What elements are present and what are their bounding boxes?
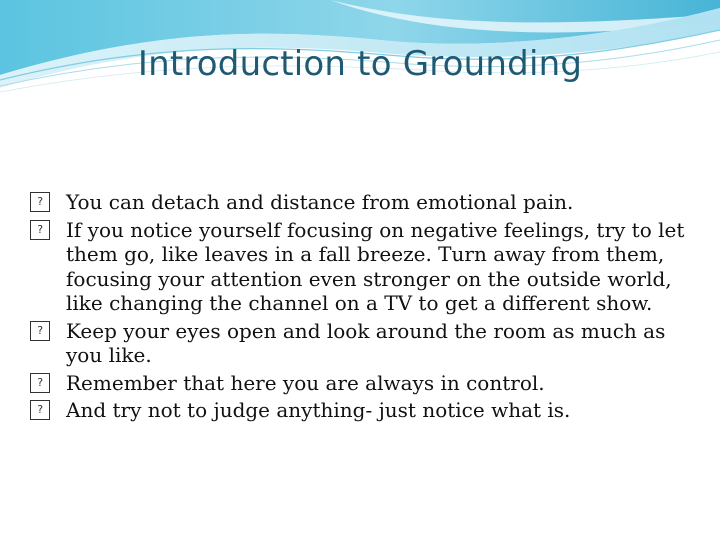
bullet-text: If you notice yourself focusing on negative feelings, try to let them go, like leaves in a fall breeze. Turn away from them, focusing your attention even stronger on the outside world, like changing the channel on a TV to get a different show. (66, 217, 685, 315)
bullet-item (30, 218, 700, 316)
bullet-text: And try not to judge anything- just notice what is. (66, 398, 571, 422)
slide-title: Introduction to Grounding (137, 44, 583, 84)
missing-glyph-icon: ? (30, 400, 50, 420)
bullet-text: Keep your eyes open and look around the room as much as you like. (66, 318, 666, 367)
bullet-text: You can detach and distance from emotional pain. (66, 190, 574, 214)
bullet-text: Remember that here you are always in control. (66, 370, 545, 395)
bullet-item (30, 319, 700, 368)
missing-glyph-icon: ? (30, 321, 50, 341)
bullet-list (30, 190, 700, 426)
bullet-item (30, 371, 700, 396)
bullet-item (30, 190, 700, 215)
missing-glyph-icon: ? (30, 192, 50, 212)
bullet-item (30, 398, 700, 423)
missing-glyph-icon: ? (30, 373, 50, 393)
missing-glyph-icon: ? (30, 220, 50, 240)
